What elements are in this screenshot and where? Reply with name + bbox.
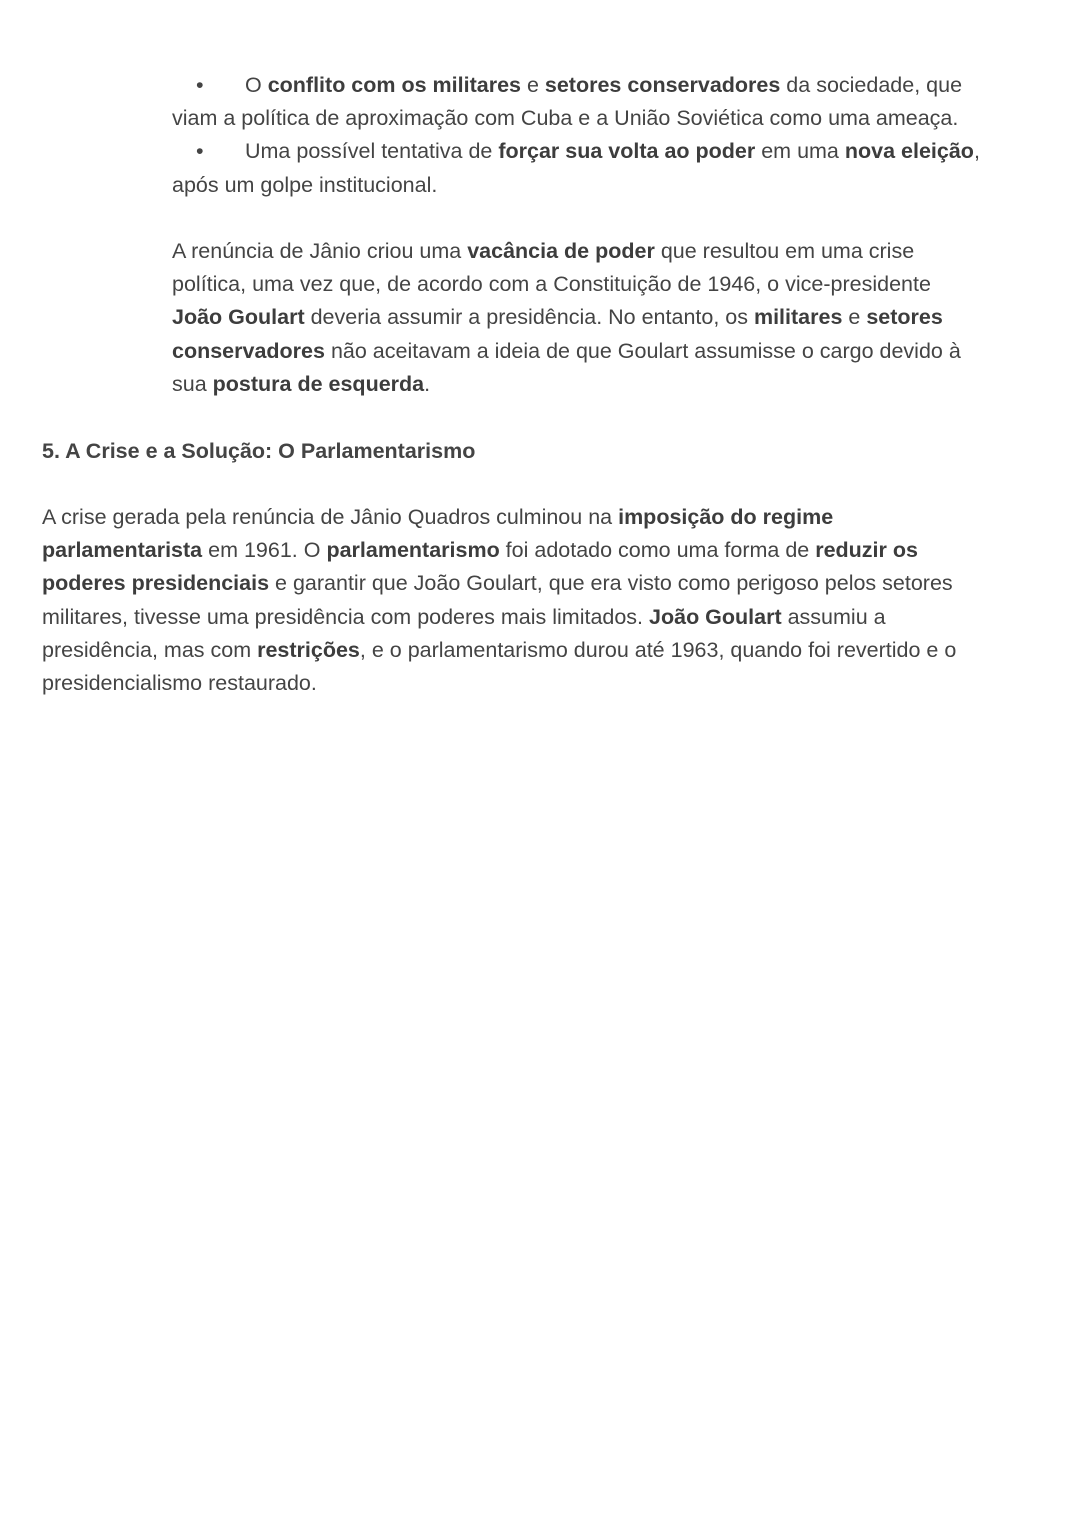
text-run: assumiu a: [781, 604, 886, 629]
section-heading: 5. A Crise e a Solução: O Parlamentarismo: [42, 439, 476, 463]
bold-text: João Goulart: [649, 604, 782, 629]
text-run: , e o parlamentarismo durou até 1963, quando foi revertido e o: [359, 637, 957, 662]
text-line: [172, 368, 961, 401]
text-run: e: [842, 305, 867, 330]
bold-text: restrições: [257, 637, 360, 662]
text-run: .: [424, 371, 431, 396]
bullet-icon: •: [196, 139, 204, 164]
list-item: [172, 135, 980, 201]
text-line: [172, 169, 980, 202]
bold-text: setores conservadores: [544, 73, 781, 97]
text-run: da sociedade, que: [780, 73, 963, 97]
bold-text: forçar sua volta ao poder: [498, 139, 756, 164]
text-line: [42, 501, 956, 534]
text-line: [172, 69, 980, 102]
text-run: deveria assumir a presidência. No entanto, os: [304, 305, 754, 330]
text-run: sua: [172, 371, 213, 396]
bold-text: conflito com os militares: [267, 73, 521, 97]
text-run: política, uma vez que, de acordo com a Constituição de 1946, o vice-presidente: [172, 272, 931, 297]
text-run: não aceitavam a ideia de que Goulart assumisse o cargo devido à: [324, 338, 961, 363]
text-line: [172, 102, 980, 135]
bullet-icon: •: [196, 73, 204, 97]
text-run: que resultou em uma crise: [654, 239, 915, 263]
text-run: ,: [973, 139, 980, 164]
text-run: Uma possível tentativa de: [245, 139, 499, 164]
text-run: em uma: [755, 139, 845, 164]
paragraph-parlamentarismo: [42, 501, 956, 700]
text-run: foi adotado como uma forma de: [499, 538, 816, 563]
text-line: [172, 335, 961, 368]
text-run: O: [245, 73, 268, 97]
bold-text: setores: [866, 305, 943, 330]
text-run: presidencialismo restaurado.: [42, 670, 317, 695]
text-run: A crise gerada pela renúncia de Jânio Quadros culminou na: [42, 505, 619, 529]
text-run: militares, tivesse uma presidência com poderes mais limitados.: [42, 604, 650, 629]
list-item: [172, 69, 980, 135]
bold-text: poderes presidenciais: [42, 571, 270, 596]
bold-text: João Goulart: [172, 305, 305, 330]
bold-text: parlamentarista: [42, 538, 203, 563]
text-line: [42, 667, 956, 700]
bold-text: militares: [753, 305, 843, 330]
paragraph-renuncia: [172, 235, 961, 401]
text-line: [172, 135, 980, 168]
bullet-list: [172, 69, 980, 202]
text-run: após um golpe institucional.: [172, 172, 438, 197]
bold-text: nova eleição: [844, 139, 974, 164]
text-line: [172, 235, 961, 268]
text-run: A renúncia de Jânio criou uma: [172, 239, 468, 263]
bold-text: postura de esquerda: [212, 371, 425, 396]
text-line: [42, 634, 956, 667]
text-line: [42, 567, 956, 600]
text-run: e garantir que João Goulart, que era visto como perigoso pelos setores: [269, 571, 953, 596]
bold-text: imposição do regime: [618, 505, 834, 529]
bold-text: conservadores: [172, 338, 325, 363]
text-line: [42, 601, 956, 634]
text-run: viam a política de aproximação com Cuba e a União Soviética como uma ameaça.: [172, 106, 959, 131]
bold-text: reduzir os: [815, 538, 918, 563]
text-run: em 1961. O: [202, 538, 327, 563]
bold-text: vacância de poder: [467, 239, 655, 263]
text-line: [42, 534, 956, 567]
text-run: presidência, mas com: [42, 637, 258, 662]
text-run: e: [520, 73, 545, 97]
text-line: [172, 301, 961, 334]
text-line: [172, 268, 961, 301]
bold-text: parlamentarismo: [326, 538, 500, 563]
